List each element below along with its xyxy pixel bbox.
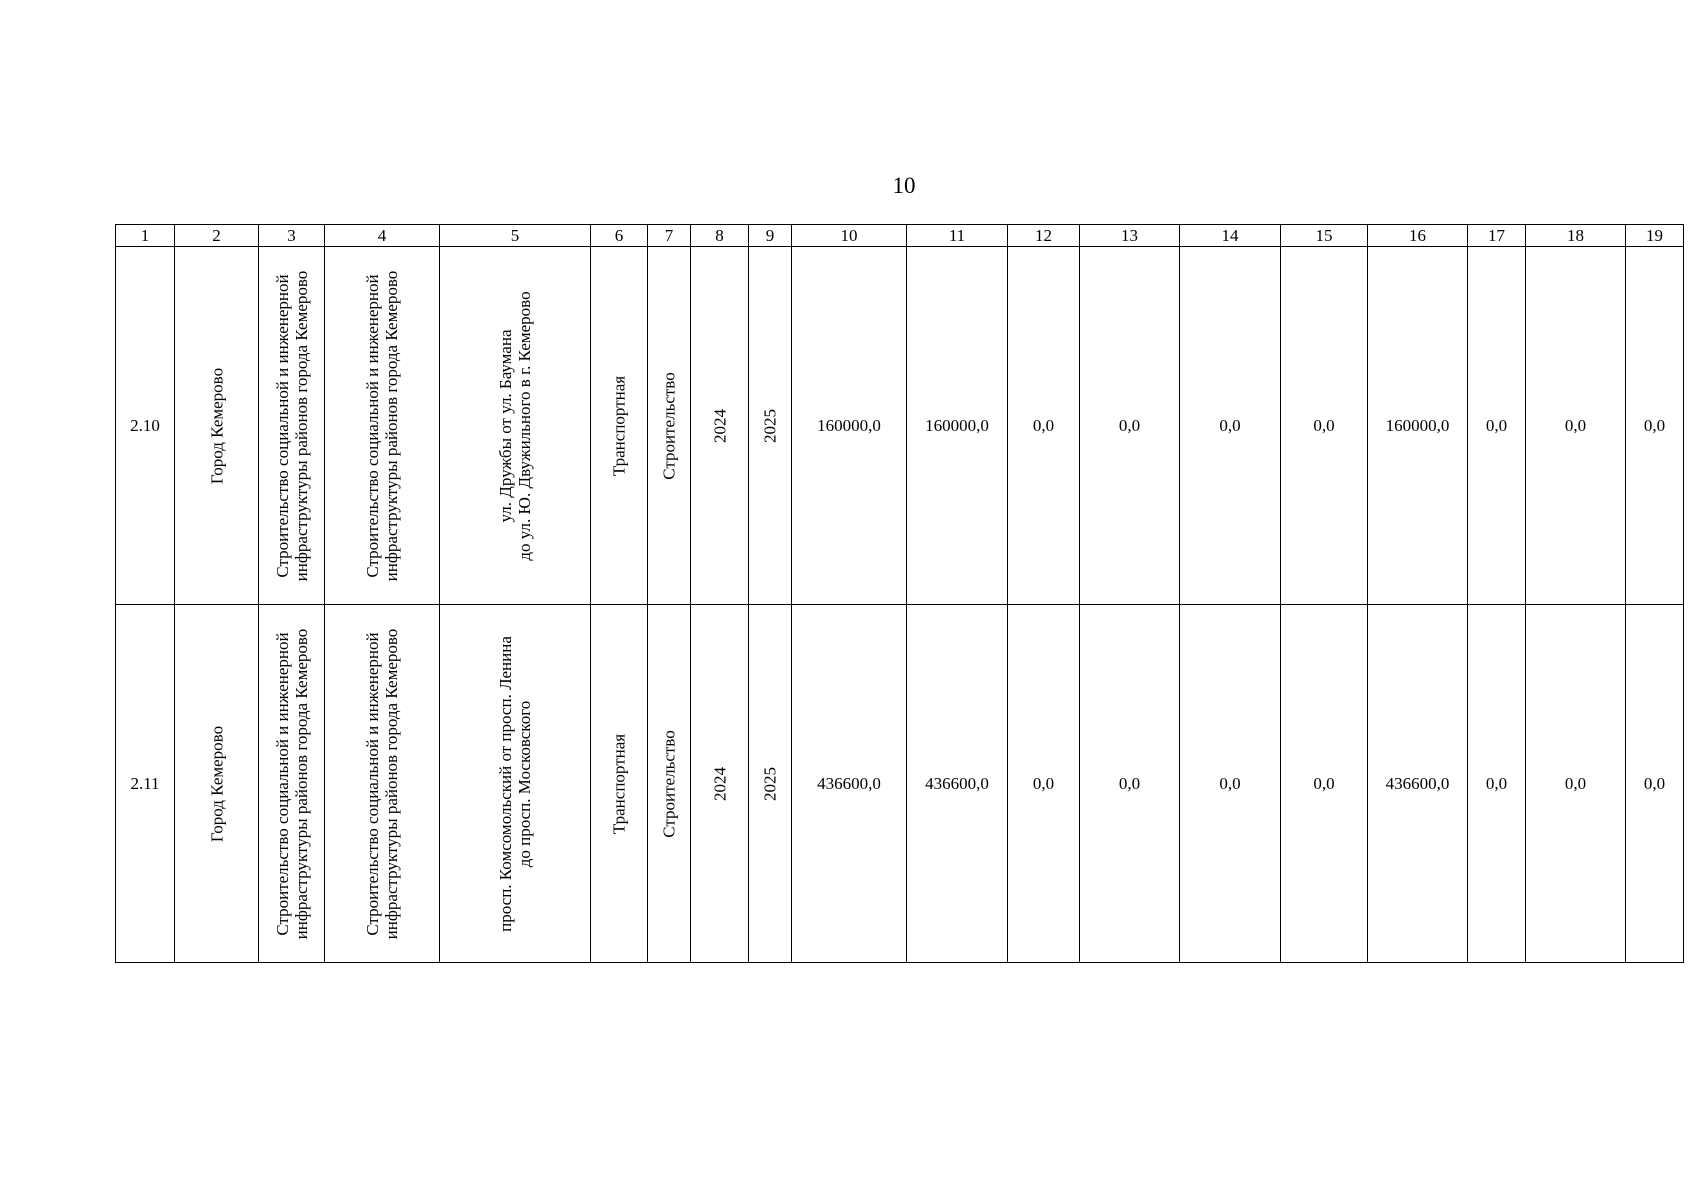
object-line-2: до просп. Московского: [515, 700, 534, 867]
column-header: 11: [907, 225, 1008, 247]
object-line-2: до ул. Ю. Двужильного в г. Кемерово: [515, 290, 534, 561]
year-end-text: 2025: [760, 766, 780, 801]
object-cell: [440, 247, 591, 605]
work-type-cell: [648, 605, 691, 963]
year-start-text: 2024: [710, 408, 729, 443]
value-cell: 0,0: [1626, 605, 1684, 963]
municipality-cell: [175, 605, 259, 963]
year-end-cell: [749, 605, 792, 963]
infrastructure-text: Транспортная: [609, 733, 629, 834]
column-header: 7: [648, 225, 691, 247]
municipality-cell: [175, 247, 259, 605]
subprogram-text: Строительство социальной и инженерной инфраструктуры районов города Кемерово: [363, 628, 401, 939]
municipality-text: Город Кемерово: [207, 725, 226, 842]
work-type-cell: [648, 247, 691, 605]
value-cell: 160000,0: [907, 247, 1008, 605]
object-line-1: ул. Дружбы от ул. Баумана: [496, 329, 515, 522]
work-type-text: Строительство: [659, 729, 679, 838]
object-cell: [440, 605, 591, 963]
infrastructure-text: Транспортная: [609, 375, 629, 476]
column-header: 17: [1468, 225, 1526, 247]
subprogram-text: Строительство социальной и инженерной инфраструктуры районов города Кемерово: [363, 270, 401, 581]
year-end-text: 2025: [760, 408, 780, 443]
year-start-cell: [691, 605, 749, 963]
value-cell: 0,0: [1281, 605, 1368, 963]
row-id: 2.11: [116, 605, 175, 963]
value-cell: 0,0: [1008, 605, 1080, 963]
table-row: [116, 247, 1684, 605]
value-cell: 436600,0: [1368, 605, 1468, 963]
value-cell: 0,0: [1468, 247, 1526, 605]
work-type-text: Строительство: [659, 371, 679, 480]
column-header: 16: [1368, 225, 1468, 247]
infrastructure-cell: [591, 605, 648, 963]
column-header: 4: [325, 225, 440, 247]
value-cell: 0,0: [1008, 247, 1080, 605]
column-header: 18: [1526, 225, 1626, 247]
object-text: [496, 256, 534, 596]
year-start-text: 2024: [710, 766, 729, 801]
column-header: 13: [1080, 225, 1180, 247]
column-header: 3: [259, 225, 325, 247]
value-cell: 0,0: [1626, 247, 1684, 605]
value-cell: 0,0: [1080, 605, 1180, 963]
program-cell: [259, 247, 325, 605]
column-header: 8: [691, 225, 749, 247]
column-header: 10: [792, 225, 907, 247]
column-header: 12: [1008, 225, 1080, 247]
column-header: 9: [749, 225, 792, 247]
column-header: 5: [440, 225, 591, 247]
column-header: 14: [1180, 225, 1281, 247]
value-cell: 0,0: [1180, 605, 1281, 963]
program-text: Строительство социальной и инженерной инфраструктуры районов города Кемерово: [272, 628, 311, 939]
infrastructure-cell: [591, 247, 648, 605]
value-cell: 0,0: [1180, 247, 1281, 605]
value-cell: 160000,0: [792, 247, 907, 605]
subprogram-cell: [325, 247, 440, 605]
table-header-row: [116, 225, 1684, 247]
value-cell: 0,0: [1080, 247, 1180, 605]
subprogram-cell: [325, 605, 440, 963]
value-cell: 160000,0: [1368, 247, 1468, 605]
column-header: 19: [1626, 225, 1684, 247]
value-cell: 0,0: [1468, 605, 1526, 963]
value-cell: 0,0: [1281, 247, 1368, 605]
data-table: [115, 224, 1684, 963]
program-cell: [259, 605, 325, 963]
year-start-cell: [691, 247, 749, 605]
value-cell: 0,0: [1526, 605, 1626, 963]
object-line-1: просп. Комсомольский от просп. Ленина: [496, 635, 515, 932]
column-header: 2: [175, 225, 259, 247]
municipality-text: Город Кемерово: [207, 367, 226, 484]
value-cell: 436600,0: [907, 605, 1008, 963]
column-header: 1: [116, 225, 175, 247]
value-cell: 436600,0: [792, 605, 907, 963]
table-row: [116, 605, 1684, 963]
column-header: 6: [591, 225, 648, 247]
row-id: 2.10: [116, 247, 175, 605]
program-text: Строительство социальной и инженерной инфраструктуры районов города Кемерово: [272, 270, 311, 581]
value-cell: 0,0: [1526, 247, 1626, 605]
year-end-cell: [749, 247, 792, 605]
object-text: [496, 614, 534, 954]
page-number: 10: [892, 173, 916, 198]
column-header: 15: [1281, 225, 1368, 247]
